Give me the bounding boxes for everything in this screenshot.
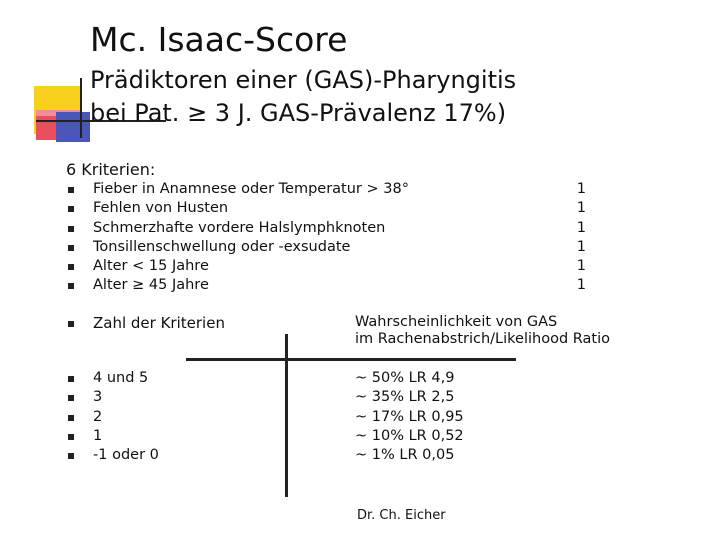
subtitle-line-1: Prädiktoren einer (GAS)-Pharyngitis — [90, 66, 517, 94]
criterion-points: 1 — [576, 219, 586, 236]
square-bullet-icon — [68, 376, 74, 382]
criteria-heading: 6 Kriterien: — [66, 160, 156, 179]
criterion-label: Tonsillenschwellung oder -exsudate — [93, 238, 351, 255]
square-bullet-icon — [68, 226, 74, 232]
score-value: 4 und 5 — [93, 370, 149, 386]
criterion-label: Fehlen von Husten — [93, 200, 229, 217]
score-item — [66, 369, 266, 388]
criterion-item — [66, 199, 586, 218]
criterion-item — [66, 238, 586, 257]
criterion-item — [66, 257, 586, 276]
probability-item: ~ 1% LR 0,05 — [355, 447, 455, 464]
score-item — [66, 427, 266, 446]
probability-item: ~ 17% LR 0,95 — [355, 408, 464, 425]
score-item — [66, 388, 266, 407]
score-value: 3 — [93, 389, 103, 406]
criterion-points: 1 — [576, 200, 586, 217]
criteria-list — [66, 180, 586, 296]
criterion-label: Fieber in Anamnese oder Temperatur > 38° — [93, 181, 409, 197]
score-value: 1 — [93, 427, 103, 444]
criterion-points: 1 — [576, 238, 586, 255]
square-bullet-icon — [68, 187, 74, 193]
probability-item: ~ 50% LR 4,9 — [355, 370, 455, 386]
square-bullet-icon — [68, 283, 74, 289]
table-horizontal-rule — [186, 358, 516, 361]
decor-vertical-line — [80, 78, 82, 138]
author-footer: Dr. Ch. Eicher — [357, 508, 446, 523]
probability-list — [355, 369, 605, 465]
square-bullet-icon — [68, 453, 74, 459]
slide-title: Mc. Isaac-Score — [90, 20, 348, 59]
criterion-item — [66, 219, 586, 238]
square-bullet-icon — [68, 206, 74, 212]
slide-subtitle — [90, 64, 516, 130]
criterion-label: Alter ≥ 45 Jahre — [93, 277, 209, 294]
table-header-right-line-1: Wahrscheinlichkeit von GAS — [355, 314, 558, 330]
score-list — [66, 369, 266, 465]
criterion-points: 1 — [576, 258, 586, 275]
square-bullet-icon — [68, 321, 74, 327]
score-item — [66, 408, 266, 427]
probability-item: ~ 10% LR 0,52 — [355, 427, 464, 444]
square-bullet-icon — [68, 264, 74, 270]
table-header-left: Zahl der Kriterien — [93, 314, 225, 332]
square-bullet-icon — [68, 245, 74, 251]
criterion-points: 1 — [576, 277, 586, 294]
square-bullet-icon — [68, 415, 74, 421]
table-header-right-line-2: im Rachenabstrich/Likelihood Ratio — [355, 331, 610, 347]
subtitle-line-2: bei Pat. ≥ 3 J. GAS-Prävalenz 17%) — [90, 99, 507, 127]
decor-blue-square — [56, 112, 90, 142]
score-item — [66, 446, 266, 465]
table-header-right — [355, 314, 685, 348]
criterion-points: 1 — [576, 181, 586, 197]
criterion-item — [66, 180, 586, 199]
criterion-label: Schmerzhafte vordere Halslymphknoten — [93, 219, 386, 236]
criterion-item — [66, 276, 586, 295]
square-bullet-icon — [68, 434, 74, 440]
score-value: -1 oder 0 — [93, 447, 159, 464]
probability-item: ~ 35% LR 2,5 — [355, 389, 455, 406]
criterion-label: Alter < 15 Jahre — [93, 258, 209, 275]
square-bullet-icon — [68, 395, 74, 401]
score-value: 2 — [93, 408, 103, 425]
